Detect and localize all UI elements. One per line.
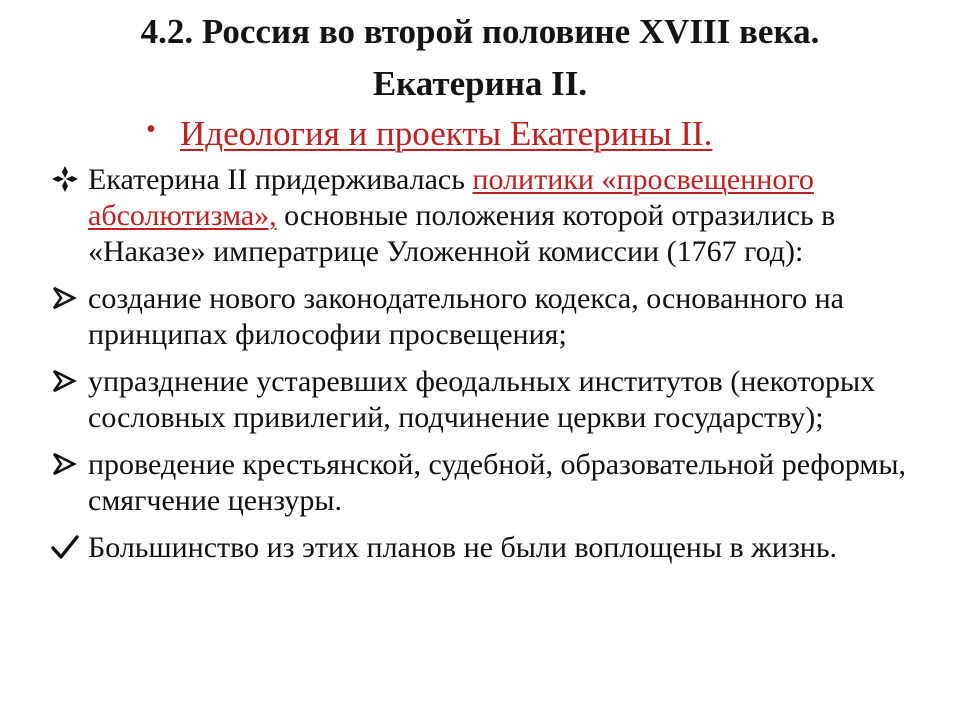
arrow-bullet-icon bbox=[48, 281, 84, 317]
slide-title bbox=[0, 6, 960, 110]
title-line-2: Екатерина II. bbox=[372, 64, 588, 103]
list-item bbox=[48, 364, 928, 436]
dot-bullet-icon: • bbox=[146, 114, 156, 145]
point-text: проведение крестьянской, судебной, образовательной реформы, смягчение цензуры. bbox=[88, 448, 907, 517]
point-text: упразднение устаревших феодальных институтов (некоторых сословных привилегий, подчинение церкви государству); bbox=[88, 365, 876, 434]
absolutism-link[interactable]: политики «просвещенного абсолютизма», bbox=[88, 163, 814, 232]
title-line-1: 4.2. Россия во второй половине XVIII века. bbox=[140, 12, 820, 51]
conclusion-item bbox=[48, 530, 928, 566]
intro-text-after: основные положения которой отразились в «Наказе» императрице Уложенной комиссии (1767 год): bbox=[88, 199, 836, 268]
subtitle-link[interactable]: Идеология и проекты Екатерины II. bbox=[180, 114, 713, 153]
list-item bbox=[48, 281, 928, 353]
arrow-bullet-icon bbox=[48, 364, 84, 400]
intro-item bbox=[48, 162, 928, 270]
conclusion-text: Большинство из этих планов не были воплощены в жизнь. bbox=[88, 531, 838, 564]
diamond-bullet-icon bbox=[48, 162, 84, 198]
list-item bbox=[48, 447, 928, 519]
intro-text-before: Екатерина II придерживалась bbox=[88, 163, 473, 196]
point-text: создание нового законодательного кодекса, основанного на принципах философии просвещения; bbox=[88, 282, 844, 351]
checkmark-icon bbox=[48, 530, 84, 566]
arrow-bullet-icon bbox=[48, 447, 84, 483]
content-list bbox=[48, 162, 928, 566]
subtitle-row bbox=[146, 112, 712, 156]
